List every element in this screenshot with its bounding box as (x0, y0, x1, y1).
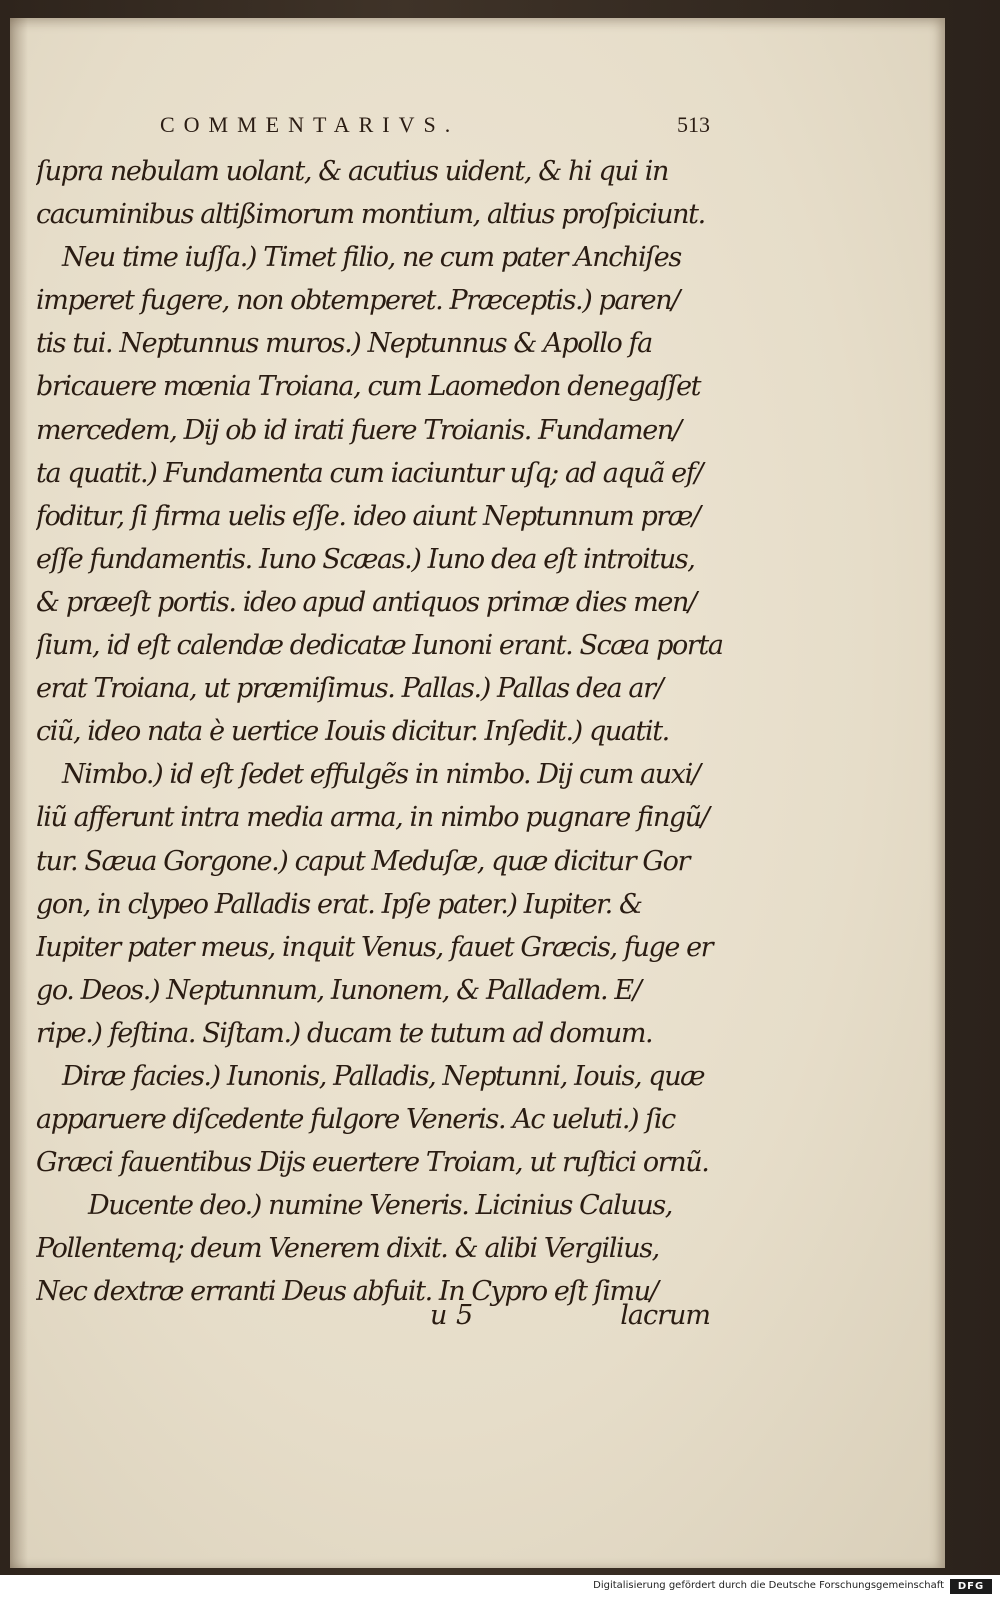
catchword-line (430, 1300, 730, 1340)
running-header-title: COMMENTARIVS. (160, 112, 460, 137)
signature-mark: u 5 (430, 1300, 474, 1331)
text-line: Ducente deo.) numine Veneris. Licinius Caluus, (88, 1190, 672, 1222)
text-line: erat Troiana, ut præmiſimus. Pallas.) Pallas dea ar/ (36, 673, 663, 705)
text-line: liũ afferunt intra media arma, in nimbo pugnare fingũ/ (36, 802, 709, 834)
page-number: 513 (677, 112, 710, 137)
text-line: Nimbo.) id eſt ſedet effulgẽs in nimbo. Dij cum auxi/ (62, 759, 700, 791)
text-line: imperet fugere, non obtemperet. Præceptis.) paren/ (36, 285, 679, 317)
running-header (40, 112, 710, 142)
text-line: Pollentemq; deum Venerem dixit. & alibi Vergilius, (36, 1233, 659, 1265)
catchword: lacrum (620, 1300, 710, 1331)
digitization-credit: Digitalisierung gefördert durch die Deutsche Forschungsgemeinschaft (593, 1580, 944, 1591)
text-line: Græci fauentibus Dijs euertere Troiam, ut ruſtici ornũ. (36, 1147, 709, 1179)
text-line: bricauere mœnia Troiana, cum Laomedon denegaſſet (36, 371, 701, 403)
dfg-logo: DFG (950, 1579, 992, 1594)
text-line: ciũ, ideo nata è uertice Iouis dicitur. Inſedit.) quatit. (36, 716, 669, 748)
text-line: Neu time iuſſa.) Timet filio, ne cum pater Anchiſes (62, 242, 681, 274)
text-line: ta quatit.) Fundamenta cum iaciuntur uſq; ad aquã ef/ (36, 457, 703, 489)
page-gutter-shadow (10, 18, 28, 1568)
text-line: ſupra nebulam uolant, & acutius uident, & hi qui in (36, 156, 668, 187)
text-line: mercedem, Dij ob id irati fuere Troianis. Fundamen/ (36, 414, 681, 446)
text-line: gon, in clypeo Palladis erat. Ipſe pater.) Iupiter. & (36, 888, 642, 920)
text-line: Iupiter pater meus, inquit Venus, fauet Græcis, fuge er (36, 931, 713, 963)
text-line: go. Deos.) Neptunnum, Iunonem, & Palladem. E/ (36, 974, 641, 1006)
text-line: apparuere diſcedente fulgore Veneris. Ac ueluti.) ſic (36, 1104, 675, 1136)
text-line: tur. Sæua Gorgone.) caput Meduſæ, quæ dicitur Gor (36, 845, 689, 877)
text-line: ripe.) feſtina. Siſtam.) ducam te tutum ad domum. (36, 1017, 653, 1049)
text-line: & præeſt portis. ideo apud antiquos primæ dies men/ (36, 586, 696, 618)
text-line: foditur, ſi firma uelis eſſe. ideo aiunt Neptunnum præ/ (36, 500, 700, 532)
text-line: eſſe fundamentis. Iuno Scæas.) Iuno dea eſt introitus, (36, 543, 695, 575)
text-line: Diræ facies.) Iunonis, Palladis, Neptunni, Iouis, quæ (62, 1060, 705, 1092)
body-text (36, 150, 726, 1314)
text-line: Nec dextræ erranti Deus abfuit. In Cypro eſt ſimu/ (36, 1276, 658, 1308)
digitization-footer (0, 1575, 1000, 1599)
text-line: tis tui. Neptunnus muros.) Neptunnus & Apollo fa (36, 328, 652, 360)
text-line: cacuminibus altißimorum montium, altius proſpiciunt. (36, 199, 705, 231)
text-line: ſium, id eſt calendæ dedicatæ Iunoni erant. Scæa porta (36, 630, 723, 662)
